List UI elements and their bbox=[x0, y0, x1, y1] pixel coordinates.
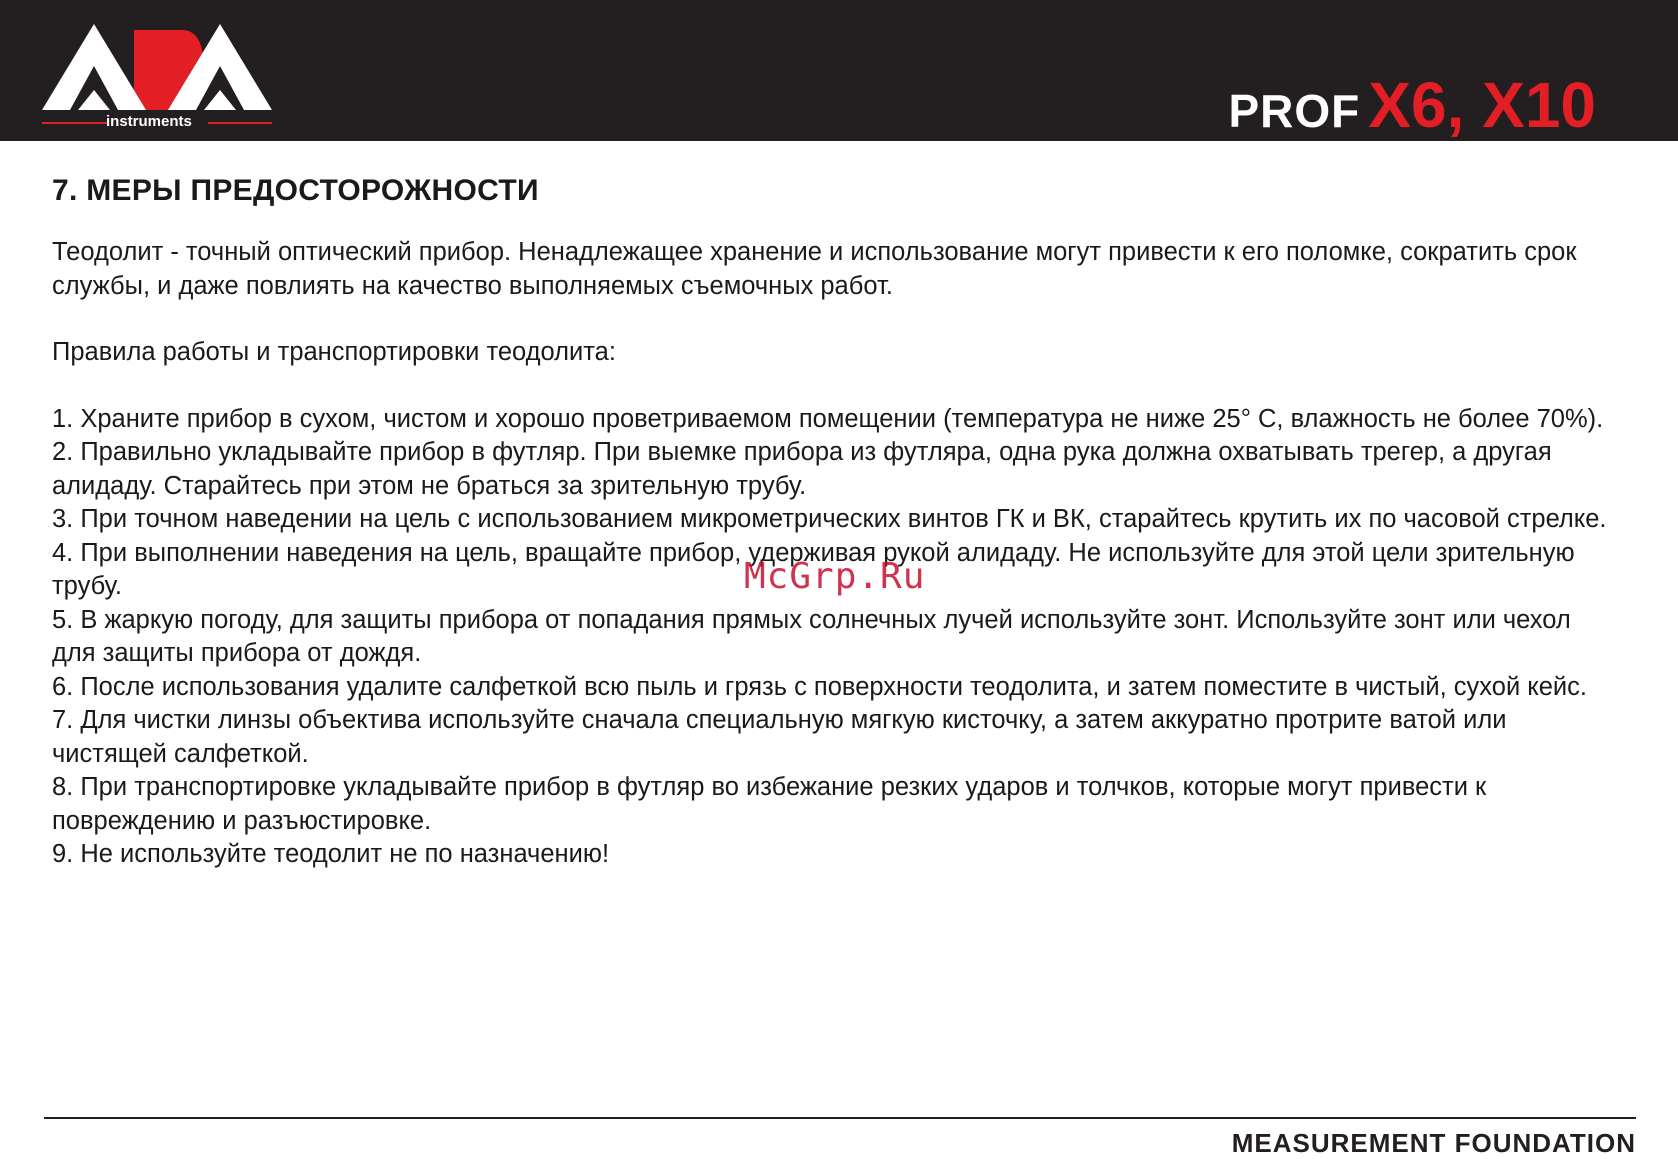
watermark: McGrp.Ru bbox=[744, 556, 926, 597]
rule-item: 6. После использования удалите салфеткой всю пыль и грязь с поверхности теодолита, и затем поместите в чистый, сухой кейс. bbox=[52, 672, 1587, 701]
rule-item: 9. Не используйте теодолит не по назначению! bbox=[52, 840, 610, 868]
ada-logo bbox=[42, 22, 272, 138]
rule-item: 3. При точном наведении на цель с использованием микрометрических винтов ГК и ВК, старайтесь крутить их по часовой стрелке. bbox=[52, 505, 1607, 533]
ada-logo-icon bbox=[42, 22, 272, 138]
section-content bbox=[52, 236, 1612, 872]
footer-tagline: MEASUREMENT FOUNDATION bbox=[1231, 1128, 1636, 1158]
logo-subtext: instruments bbox=[106, 113, 192, 130]
rule-item: 5. В жаркую погоду, для защиты прибора от попадания прямых солнечных лучей используйте зонт. Используйте зонт или чехол для защиты прибора от дождя. bbox=[52, 605, 1571, 667]
section-title: 7. МЕРЫ ПРЕДОСТОРОЖНОСТИ bbox=[52, 174, 539, 207]
rule-item: 8. При транспортировке укладывайте прибор в футляр во избежание резких ударов и толчков, которые могут привести к повреждению и разъюстировке. bbox=[52, 773, 1487, 835]
rules-heading: Правила работы и транспортировки теодолита: bbox=[52, 338, 616, 366]
rule-item: 1. Храните прибор в сухом, чистом и хорошо проветриваемом помещении (температура не ниже 25° С, влажность не более 70%). bbox=[52, 404, 1604, 433]
model-numbers: X6, X10 bbox=[1368, 69, 1596, 141]
rule-item: 2. Правильно укладывайте прибор в футляр. При выемке прибора из футляра, одна рука должна охватывать трегер, а другая алидаду. Старайтесь при этом не браться за зрительную трубу. bbox=[52, 438, 1552, 500]
rule-item: 4. При выполнении наведения на цель, вращайте прибор, удерживая рукой алидаду. Не используйте для этой цели зрительную трубу. bbox=[52, 538, 1575, 600]
rules-list bbox=[52, 403, 1612, 872]
header-bar bbox=[0, 0, 1678, 141]
rule-item: 7. Для чистки линзы объектива используйте сначала специальную мягкую кисточку, а затем аккуратно протрите ватой или чистящей салфеткой. bbox=[52, 706, 1507, 768]
intro-paragraph: Теодолит - точный оптический прибор. Ненадлежащее хранение и использование могут привести к его поломке, сократить срок службы, и даже повлиять на качество выполняемых съемочных работ. bbox=[52, 238, 1577, 300]
model-prefix: PROF bbox=[1228, 85, 1361, 137]
footer-divider bbox=[44, 1117, 1636, 1119]
model-name bbox=[1229, 68, 1597, 142]
